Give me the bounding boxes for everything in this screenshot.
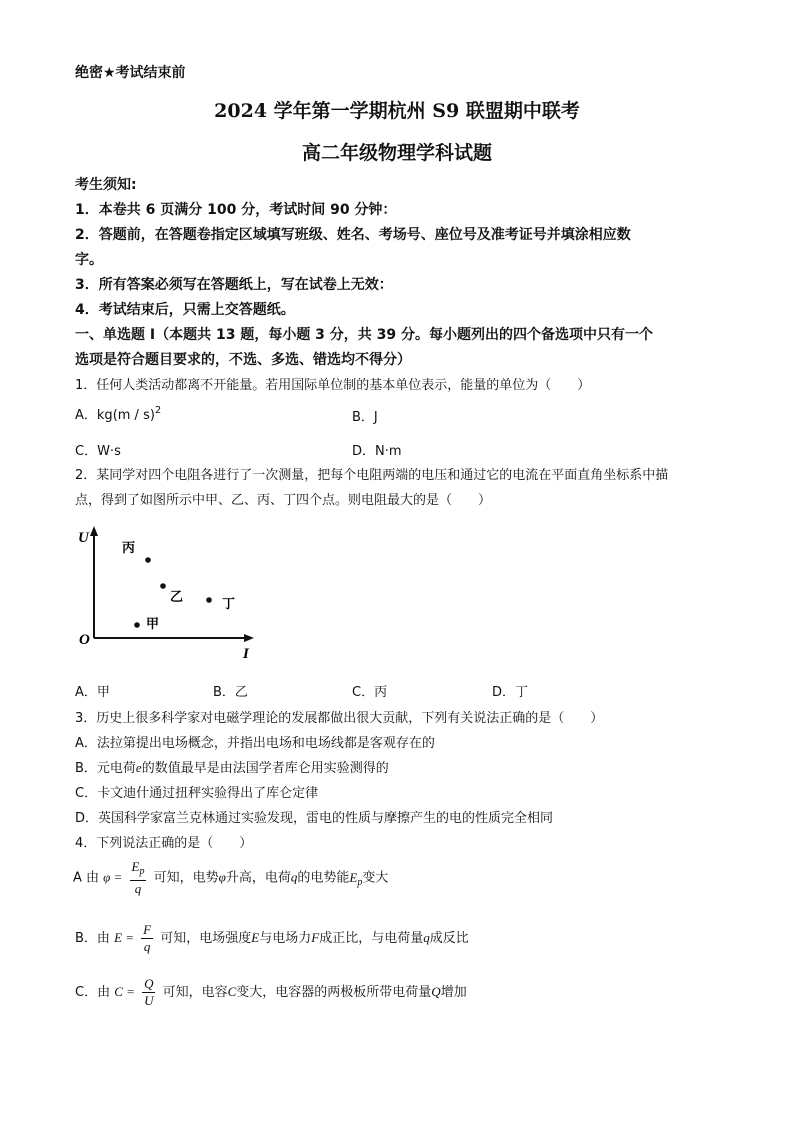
q1-option-b: B．J <box>352 410 378 425</box>
origin-label: O <box>79 632 90 648</box>
notice-item: 3．所有答案必须写在答题纸上，写在试卷上无效： <box>75 277 393 293</box>
q4b-fraction <box>141 922 153 955</box>
q4b-var: E <box>251 930 260 945</box>
q3-stem: 3．历史上很多科学家对电磁学理论的发展都做出很大贡献，下列有关说法正确的是（ ） <box>75 711 604 726</box>
x-axis-arrow <box>244 634 254 642</box>
q3-option-b-var: e <box>135 760 142 775</box>
q4a-prefix: A 由 <box>73 870 100 886</box>
y-axis-label: U <box>78 530 89 546</box>
u-i-graph <box>70 520 270 665</box>
q2-stem-cont: 点，得到了如图所示中甲、乙、丙、丁四个点。则电阻最大的是（ ） <box>75 493 492 508</box>
q4a-text: 的电势能 <box>297 870 350 886</box>
q4c-var: C <box>227 984 237 999</box>
point-jia-label: 甲 <box>146 617 160 632</box>
notice-item: 4．考试结束后，只需上交答题纸。 <box>75 302 295 318</box>
q4c-var: Q <box>431 984 441 999</box>
q4-option-b <box>75 922 469 955</box>
q2-stem: 2．某同学对四个电阻各进行了一次测量，把每个电阻两端的电压和通过它的电流在平面直角坐标系中描 <box>75 468 669 483</box>
q4b-text: 成正比，与电荷量 <box>319 931 424 946</box>
q4-option-a <box>73 859 388 897</box>
q3-option-a: A．法拉第提出电场概念，并指出电场和电场线都是客观存在的 <box>75 736 435 751</box>
q1-stem: 1．任何人类活动都离不开能量。若用国际单位制的基本单位表示，能量的单位为（ ） <box>75 378 591 393</box>
y-axis-arrow <box>90 526 98 536</box>
notice-item: 1．本卷共 6 页满分 100 分，考试时间 90 分钟： <box>75 202 397 218</box>
notice-item: 2．答题前，在答题卷指定区域填写班级、姓名、考场号、座位号及准考证号并填涂相应数 <box>75 227 631 243</box>
point-jia <box>134 622 140 628</box>
q3-option-d: D．英国科学家富兰克林通过实验发现，雷电的性质与摩擦产生的电的性质完全相同 <box>75 811 554 826</box>
q2-option-b: B．乙 <box>213 685 248 700</box>
q4a-denominator: q <box>134 881 142 896</box>
section-heading: 一、单选题 I（本题共 13 题，每小题 3 分，共 39 分。每小题列出的四个备选项中只有一个 <box>75 327 654 343</box>
q1-option-a-prefix: A．kg <box>75 408 113 423</box>
q4a-numerator: $E_p$ <box>130 859 147 881</box>
q1-option-a-unit: (m / s) <box>112 408 155 423</box>
q4b-var: F <box>311 930 320 945</box>
q4b-var: q <box>423 930 430 945</box>
q1-option-a <box>75 404 161 423</box>
q4a-var: $E_p$ <box>349 869 363 888</box>
point-ding-label: 丁 <box>222 597 236 612</box>
q4c-text: 增加 <box>440 985 467 1000</box>
q4b-text: 可知，电场强度 <box>160 931 252 946</box>
q4c-prefix: C．由 <box>75 985 111 1000</box>
x-axis-label: I <box>243 646 249 662</box>
q1-option-a-exp: 2 <box>154 405 162 416</box>
q4b-lhs: E = <box>114 930 135 945</box>
q4b-numerator: F <box>143 922 152 937</box>
q4b-text: 与电场力 <box>259 931 312 946</box>
q2-option-d: D．丁 <box>492 685 529 700</box>
q4b-denominator: q <box>143 939 151 954</box>
q4a-text: 可知，电势 <box>153 870 219 886</box>
q2-option-c: C．丙 <box>352 685 388 700</box>
q3-option-b-text1: B．元电荷 <box>75 761 136 776</box>
point-bing <box>145 557 151 563</box>
q2-option-a: A．甲 <box>75 685 110 700</box>
q4c-text: 变大，电容器的两极板所带电荷量 <box>236 985 432 1000</box>
q1-option-d: D．N·m <box>352 444 402 459</box>
q4c-lhs: C = <box>114 984 135 999</box>
q4c-fraction <box>142 976 155 1009</box>
q4a-var: q <box>290 869 298 885</box>
point-bing-label: 丙 <box>122 541 136 556</box>
exam-title: 2024 学年第一学期杭州 S9 联盟期中联考 <box>214 100 580 122</box>
q4-option-c <box>75 976 467 1009</box>
exam-subtitle: 高二年级物理学科试题 <box>301 142 492 164</box>
notice-item: 字。 <box>75 252 103 268</box>
point-ding <box>206 597 212 603</box>
section-heading-cont: 选项是符合题目要求的，不选、多选、错选均不得分） <box>75 352 411 368</box>
q3-option-b <box>75 757 389 776</box>
q4a-text: 升高，电荷 <box>225 870 291 886</box>
q4a-var: φ <box>218 869 226 885</box>
confidential-label: 绝密★考试结束前 <box>75 65 186 81</box>
q3-option-c: C．卡文迪什通过扭秤实验得出了库仑定律 <box>75 786 319 801</box>
q3-option-b-text2: 的数值最早是由法国学者库仑用实验测得的 <box>141 761 389 776</box>
q1-option-c: C．W·s <box>75 444 121 459</box>
q4c-numerator: Q <box>144 976 154 991</box>
q4b-prefix: B．由 <box>75 931 110 946</box>
q4a-text: 变大 <box>362 870 389 886</box>
q4c-denominator: U <box>144 993 154 1008</box>
q4-stem: 4．下列说法正确的是（ ） <box>75 836 253 851</box>
q4b-text: 成反比 <box>429 931 469 946</box>
point-yi-label: 乙 <box>170 590 184 605</box>
notice-heading: 考生须知: <box>75 177 137 193</box>
q4a-lhs: φ = <box>103 869 123 885</box>
q4c-text: 可知，电容 <box>162 985 228 1000</box>
q4a-fraction <box>130 859 147 897</box>
point-yi <box>160 583 166 589</box>
